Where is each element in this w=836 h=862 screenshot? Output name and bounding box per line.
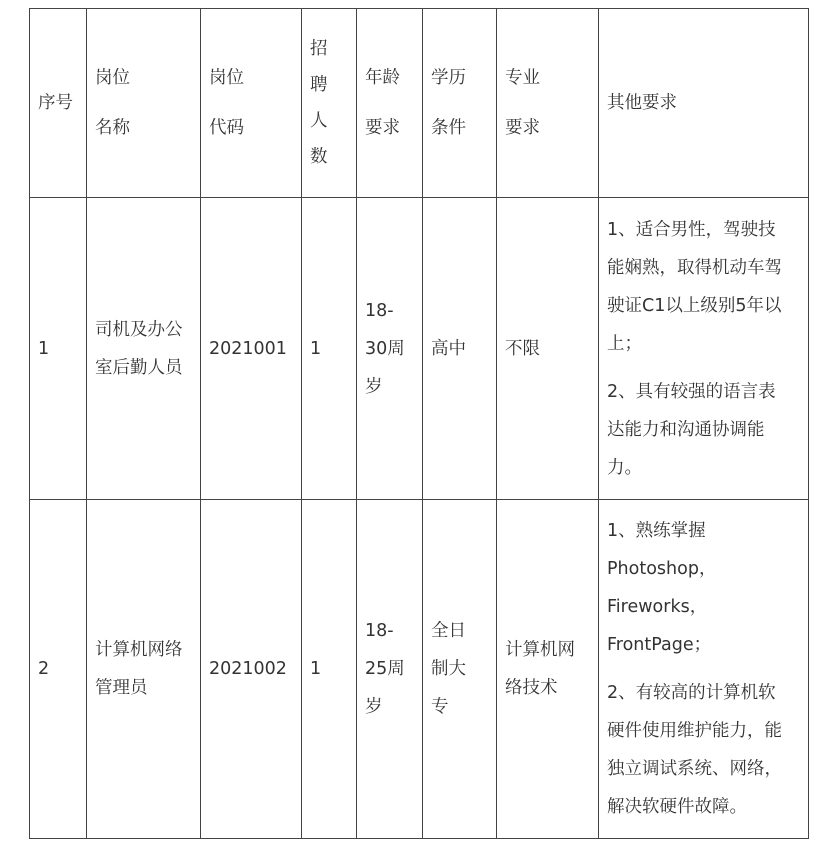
cell-headcount: 1: [302, 500, 357, 839]
cell-age: 18- 25周 岁: [357, 500, 423, 839]
header-position-code: 岗位 代码: [201, 9, 302, 198]
header-education: 学历 条件: [423, 9, 497, 198]
cell-age: 18- 30周 岁: [357, 198, 423, 500]
cell-position-name: 计算机网络 管理员: [87, 500, 201, 839]
header-index: 序号: [30, 9, 87, 198]
header-row: [30, 9, 809, 198]
recruitment-table: [29, 8, 809, 839]
table-row: [30, 198, 809, 500]
requirement-paragraph: 2、具有较强的语言表 达能力和沟通协调能 力。: [607, 381, 776, 478]
header-other: 其他要求: [599, 9, 809, 198]
table-row: [30, 500, 809, 839]
cell-education: 高中: [423, 198, 497, 500]
cell-index: 2: [30, 500, 87, 839]
requirement-paragraph: 1、适合男性，驾驶技 能娴熟，取得机动车驾 驶证C1以上级别5年以 上；: [607, 219, 782, 354]
header-position-name: 岗位 名称: [87, 9, 201, 198]
cell-position-code: 2021002: [201, 500, 302, 839]
cell-other-requirements: [599, 198, 809, 500]
header-age: 年龄 要求: [357, 9, 423, 198]
header-headcount: 招 聘 人 数: [302, 9, 357, 198]
cell-major: 不限: [497, 198, 599, 500]
cell-position-code: 2021001: [201, 198, 302, 500]
cell-headcount: 1: [302, 198, 357, 500]
header-major: 专业 要求: [497, 9, 599, 198]
requirement-paragraph: 2、有较高的计算机软 硬件使用维护能力，能 独立调试系统、网络， 解决软硬件故障。: [607, 683, 782, 817]
cell-position-name: 司机及办公 室后勤人员: [87, 198, 201, 500]
cell-index: 1: [30, 198, 87, 500]
requirement-paragraph: 1、熟练掌握 Photoshop， Fireworks， FrontPage；: [607, 521, 717, 655]
cell-other-requirements: [599, 500, 809, 839]
cell-education: 全日 制大 专: [423, 500, 497, 839]
cell-major: 计算机网 络技术: [497, 500, 599, 839]
